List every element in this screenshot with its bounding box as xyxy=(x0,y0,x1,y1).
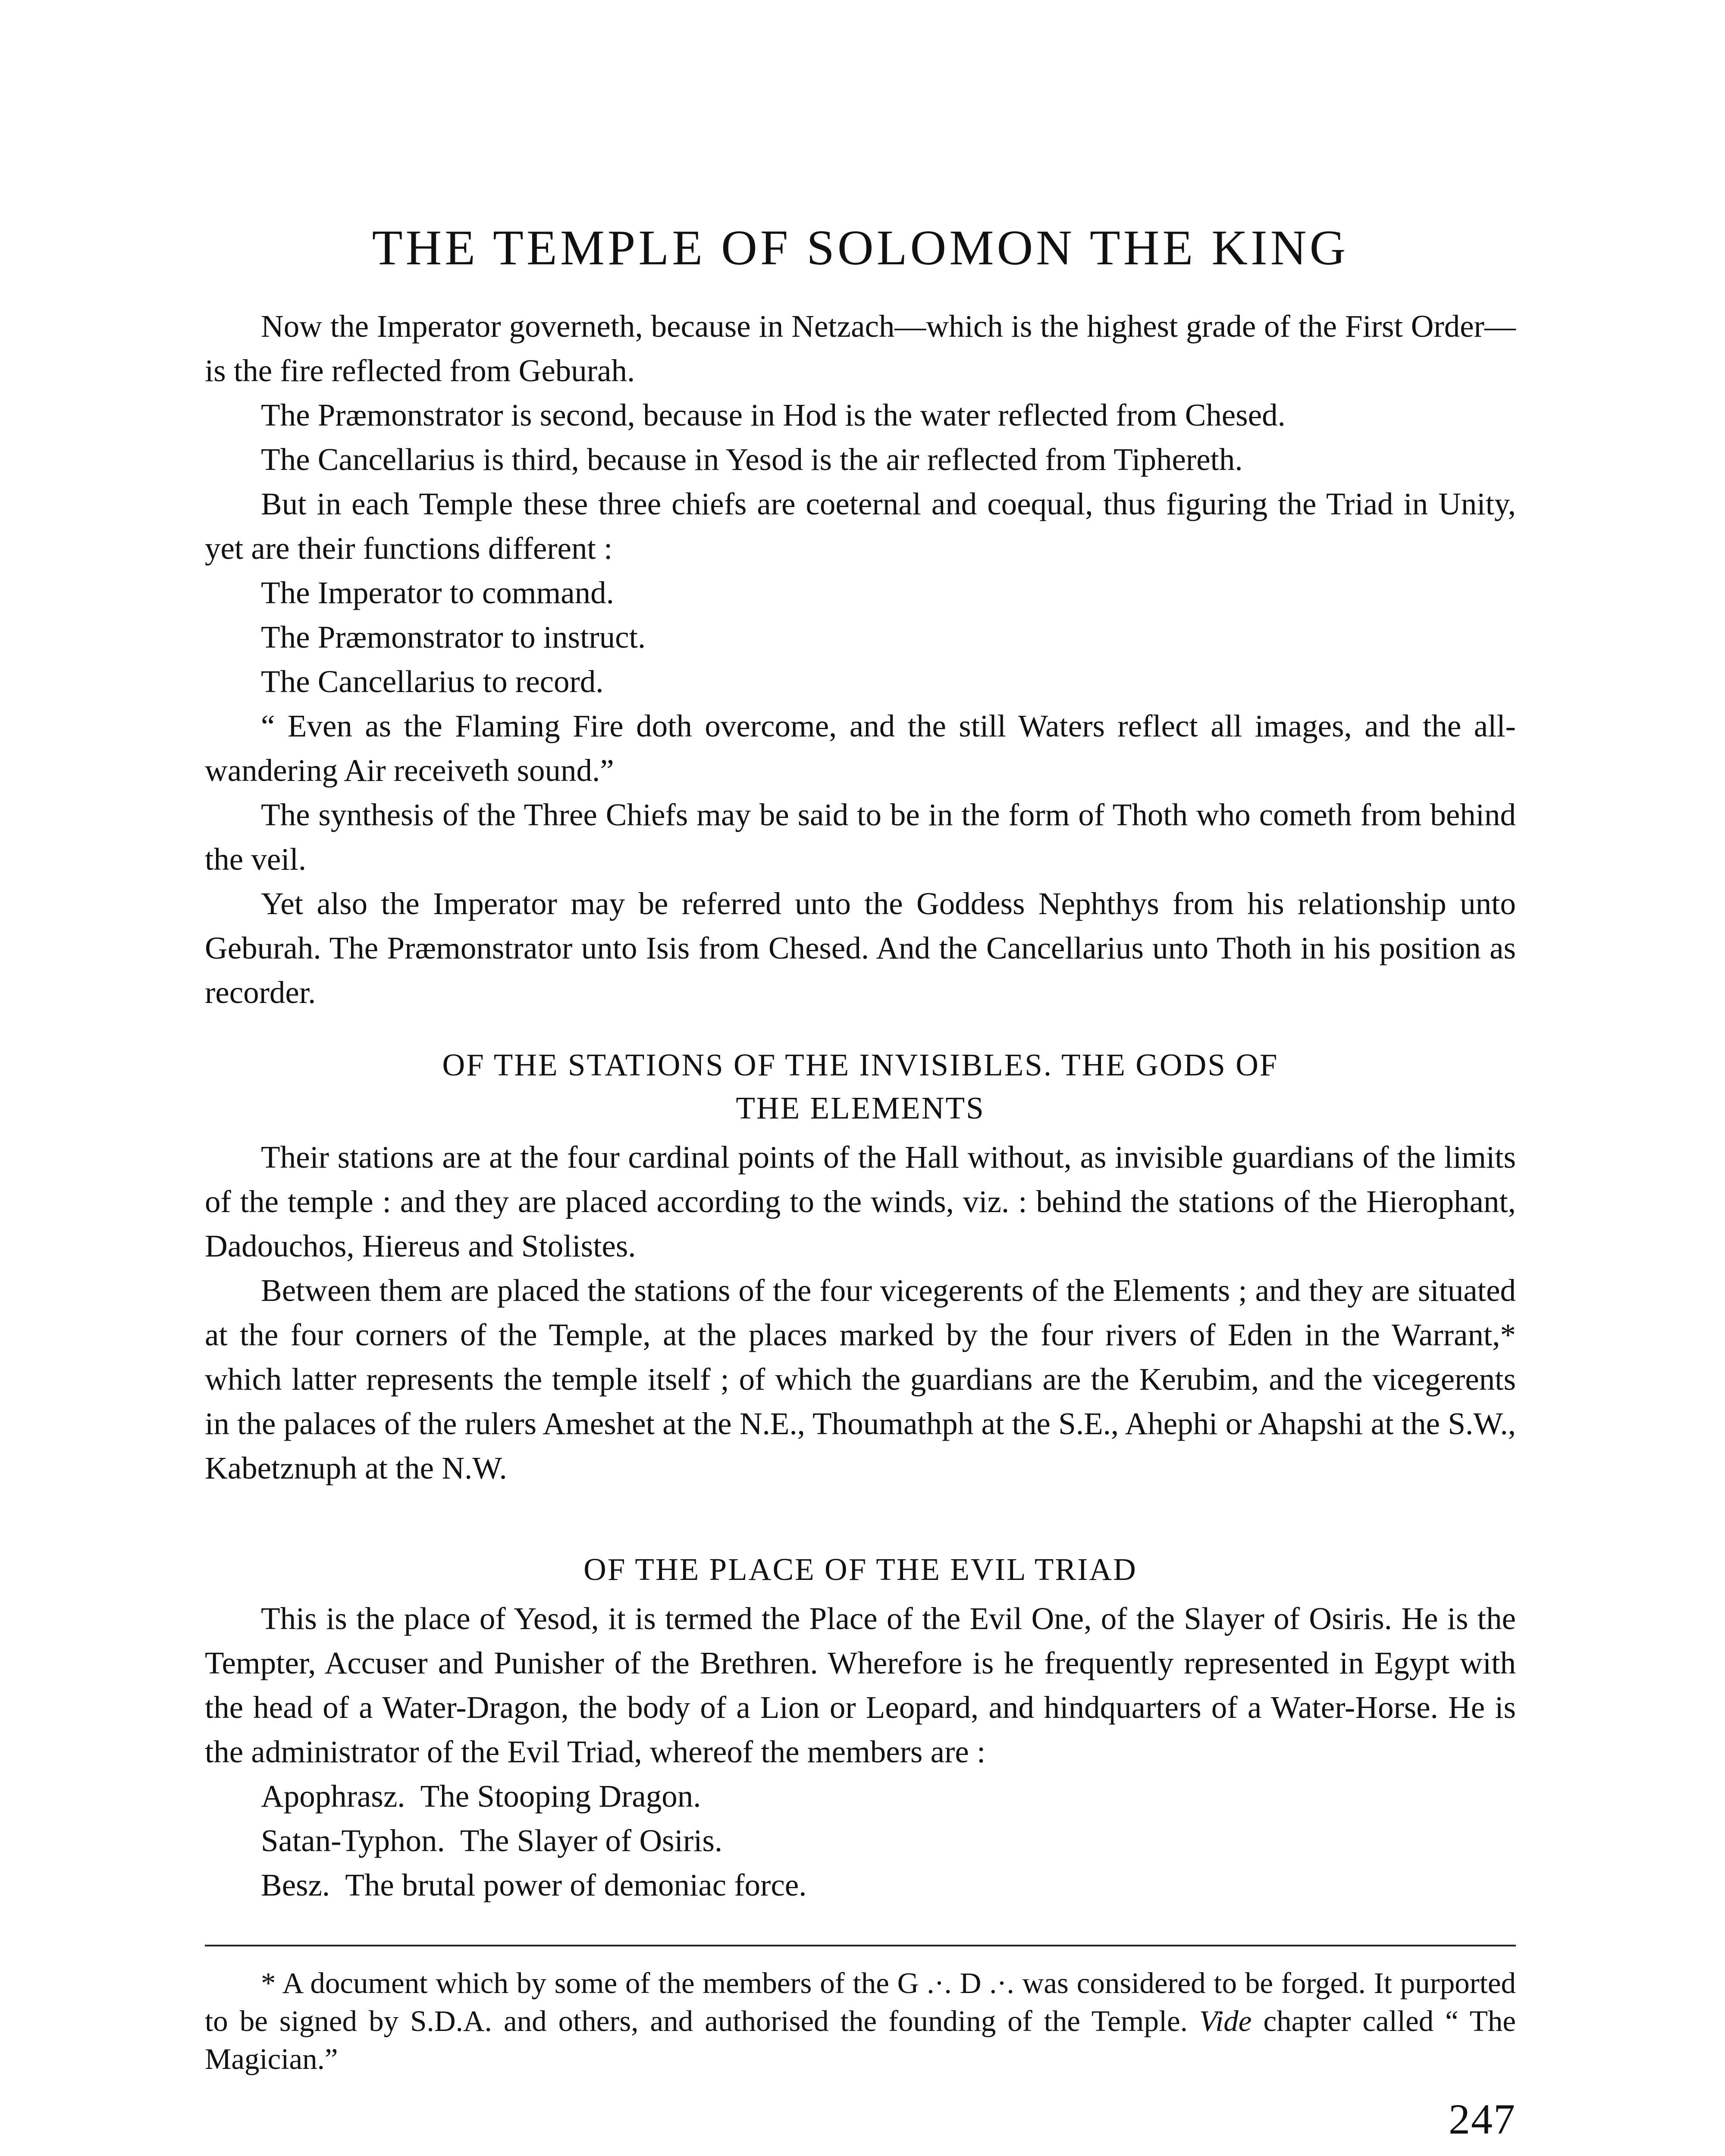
footnote-text: * A document which by some of the members of the G .·. D .·. was considered to be forged. It purported to be signed by S.D.A. and others, and authorised the founding of the Temple. xyxy=(205,1967,1516,2037)
paragraph-place-of-yesod: This is the place of Yesod, it is termed the Place of the Evil One, of the Slayer of Osiris. He is the Tempter, Accuser and Punisher of the Brethren. Wherefore is he frequently represented in Egypt with the head of a Water-Dragon, the body of a Lion or Leopard, and hindquarters of a Water-Horse. He is the administrator of the Evil Triad, whereof the members are : xyxy=(205,1601,1516,1769)
heading-stations-line1: OF THE STATIONS OF THE INVISIBLES. THE GODS OF xyxy=(442,1047,1279,1082)
paragraph-stations: Their stations are at the four cardinal points of the Hall without, as invisible guardians of the limits of the temple : and they are placed according to the winds, viz. : behind the stations of the Hierophant, Dadouchos, Hiereus and Stolistes. xyxy=(205,1140,1516,1263)
heading-evil-triad: OF THE PLACE OF THE EVIL TRIAD xyxy=(583,1552,1137,1587)
footnote-italic: Vide xyxy=(1199,2005,1252,2037)
paragraph-cancellarius: The Cancellarius is third, because in Yesod is the air reflected from Tiphereth. xyxy=(261,442,1243,477)
member-satan-typhon: Satan-Typhon. The Slayer of Osiris. xyxy=(261,1823,723,1858)
paragraph-imperator: Now the Imperator governeth, because in Netzach—which is the highest grade of the First Order—is the fire reflected from Geburah. xyxy=(205,309,1516,388)
section-evil-triad xyxy=(205,1548,1516,1907)
function-imperator: The Imperator to command. xyxy=(261,575,614,610)
footnote-text-end: chapter called “ The Magician.” xyxy=(205,2005,1516,2075)
running-title: THE TEMPLE OF SOLOMON THE KING xyxy=(372,220,1349,276)
paragraph-triad-in-unity: But in each Temple these three chiefs are coeternal and coequal, thus figuring the Triad in Unity, yet are their functions different : xyxy=(205,486,1516,566)
paragraph-praemonstrator: The Præmonstrator is second, because in Hod is the water reflected from Chesed. xyxy=(261,398,1286,432)
footnote-rule xyxy=(205,1945,1516,1946)
footnote xyxy=(205,1964,1516,2078)
member-besz: Besz. The brutal power of demoniac force. xyxy=(261,1868,807,1902)
paragraph-vicegerents: Between them are placed the stations of the four vicegerents of the Elements ; and they are situated at the four corners of the Temple, at the places marked by the four rivers of Eden in the Warrant,* which latter represents the temple itself ; of which the guardians are the Kerubim, and the vicegerents in the palaces of the rulers Ameshet at the N.E., Thoumathph at the S.E., Ahephi or Ahapshi at the S.W., Kabetznuph at the N.W. xyxy=(205,1273,1516,1485)
paragraph-synthesis: The synthesis of the Three Chiefs may be said to be in the form of Thoth who cometh from behind the veil. xyxy=(205,797,1516,877)
section-invisibles xyxy=(205,1044,1516,1490)
section-chiefs xyxy=(205,304,1516,1015)
function-praemonstrator: The Præmonstrator to instruct. xyxy=(261,620,646,655)
heading-stations-line2: THE ELEMENTS xyxy=(736,1091,985,1125)
quote-flaming-fire: “ Even as the Flaming Fire doth overcome, and the still Waters reflect all images, and the all-wandering Air receiveth sound.” xyxy=(205,708,1516,788)
member-apophrasz: Apophrasz. The Stooping Dragon. xyxy=(261,1779,701,1814)
page-number: 247 xyxy=(1449,2095,1516,2143)
paragraph-referral: Yet also the Imperator may be referred unto the Goddess Nephthys from his relationship unto Geburah. The Præmonstrator unto Isis from Chesed. And the Cancellarius unto Thoth in his position as recorder. xyxy=(205,886,1516,1010)
function-cancellarius: The Cancellarius to record. xyxy=(261,664,604,699)
